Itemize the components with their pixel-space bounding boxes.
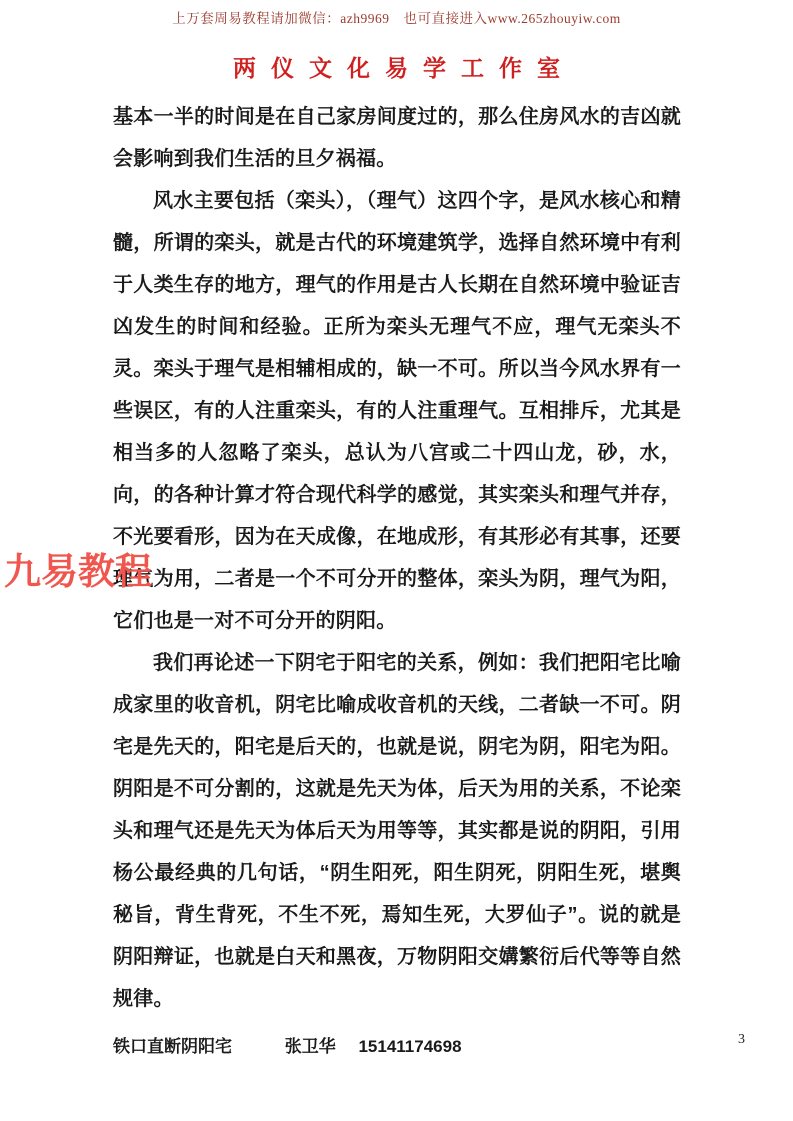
page-title: 两仪文化易学工作室	[233, 56, 575, 81]
page-footer	[113, 1032, 681, 1056]
body-paragraph-2: 风水主要包括（栾头），（理气）这四个字，是风水核心和精髓，所谓的栾头，就是古代的环境建筑学，选择自然环境中有利于人类生存的地方，理气的作用是古人长期在自然环境中验证吉凶发生的时间和经验。正所为栾头无理气不应，理气无栾头不灵。栾头于理气是相辅相成的，缺一不可。所以当今风水界有一些误区，有的人注重栾头，有的人注重理气。互相排斥，尤其是相当多的人忽略了栾头，总认为八宫或二十四山龙，砂，水，向，的各种计算才符合现代科学的感觉，其实栾头和理气并存，不光要看形，因为在天成像，在地成形，有其形必有其事，还要理气为用，二者是一个不可分开的整体，栾头为阴，理气为阳，它们也是一对不可分开的阴阳。	[113, 190, 681, 632]
document-body	[113, 96, 681, 1020]
footer-author: 张卫华	[284, 1037, 336, 1056]
body-paragraph-1: 基本一半的时间是在自己家房间度过的，那么住房风水的吉凶就会影响到我们生活的旦夕祸福。	[113, 106, 681, 170]
footer-phone: 15141174698	[358, 1037, 462, 1056]
footer-book-title: 铁口直断阴阳宅	[113, 1037, 232, 1056]
page-number: 3	[738, 1032, 745, 1047]
body-paragraph-3: 我们再论述一下阴宅于阳宅的关系，例如：我们把阳宅比喻成家里的收音机，阴宅比喻成收音机的天线，二者缺一不可。阴宅是先天的，阳宅是后天的，也就是说，阴宅为阴，阳宅为阳。阴阳是不可分割的，这就是先天为体，后天为用的关系，不论栾头和理气还是先天为体后天为用等等，其实都是说的阴阳，引用杨公最经典的几句话，“阴生阳死，阳生阴死，阴阳生死，堪舆秘旨，背生背死，不生不死，焉知生死，大罗仙子”。说的就是阴阳辩证，也就是白天和黑夜，万物阴阳交媾繁衍后代等等自然规律。	[113, 652, 681, 1010]
header-promo-note: 上万套周易教程请加微信：azh9969 也可直接进入www.265zhouyiw.com	[172, 11, 621, 26]
watermark-text: 九易教程	[4, 551, 152, 592]
